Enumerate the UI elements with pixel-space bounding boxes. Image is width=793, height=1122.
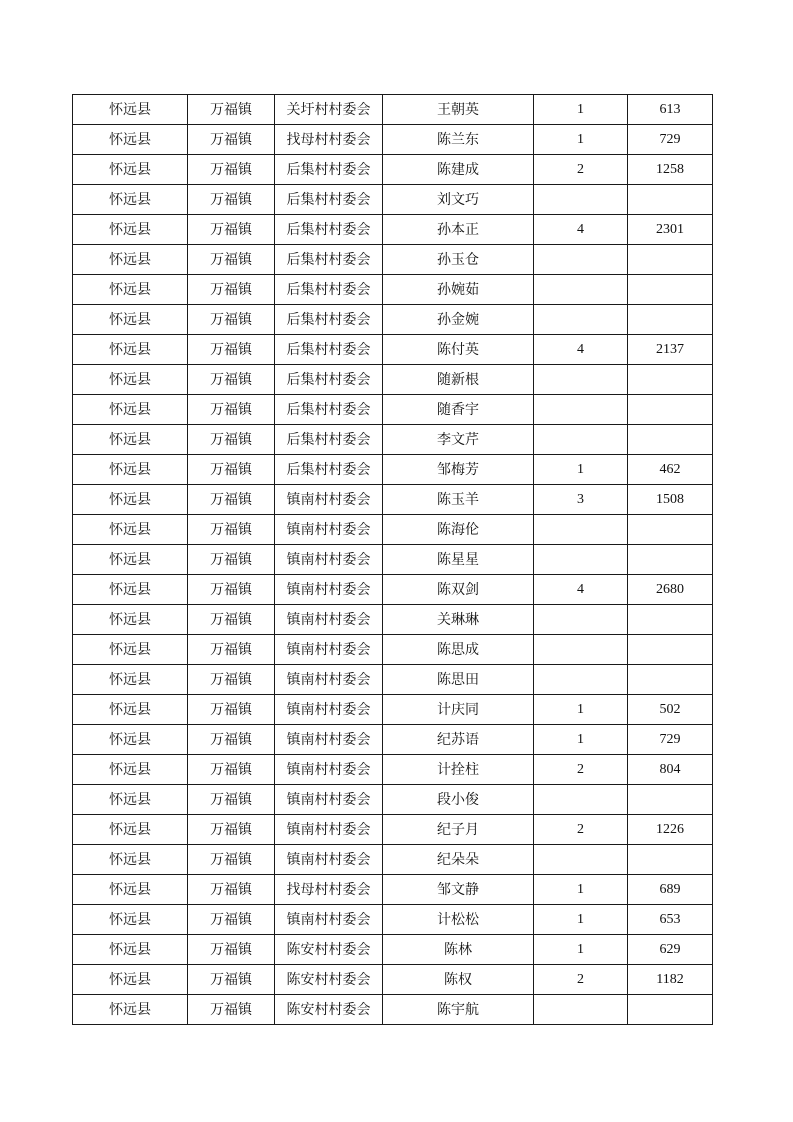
county-cell: 怀远县 [73, 245, 188, 275]
count-cell [534, 425, 628, 455]
name-cell: 计松松 [383, 905, 534, 935]
village-committee-cell: 后集村村委会 [275, 395, 383, 425]
table-row [73, 155, 713, 185]
name-cell: 随香宇 [383, 395, 534, 425]
count-cell: 1 [534, 125, 628, 155]
name-cell: 随新根 [383, 365, 534, 395]
village-committee-cell: 陈安村村委会 [275, 995, 383, 1025]
town-cell: 万福镇 [188, 215, 275, 245]
amount-cell: 1226 [628, 815, 713, 845]
county-cell: 怀远县 [73, 905, 188, 935]
town-cell: 万福镇 [188, 725, 275, 755]
amount-cell [628, 245, 713, 275]
name-cell: 纪苏语 [383, 725, 534, 755]
village-committee-cell: 后集村村委会 [275, 425, 383, 455]
village-committee-cell: 镇南村村委会 [275, 785, 383, 815]
roster-table-body [73, 95, 713, 1025]
count-cell: 1 [534, 455, 628, 485]
table-row [73, 185, 713, 215]
name-cell: 邹梅芳 [383, 455, 534, 485]
count-cell: 2 [534, 815, 628, 845]
town-cell: 万福镇 [188, 455, 275, 485]
table-row [73, 905, 713, 935]
town-cell: 万福镇 [188, 575, 275, 605]
name-cell: 王朝英 [383, 95, 534, 125]
village-committee-cell: 找母村村委会 [275, 125, 383, 155]
count-cell [534, 395, 628, 425]
town-cell: 万福镇 [188, 905, 275, 935]
count-cell: 3 [534, 485, 628, 515]
table-row [73, 515, 713, 545]
county-cell: 怀远县 [73, 755, 188, 785]
amount-cell [628, 665, 713, 695]
town-cell: 万福镇 [188, 935, 275, 965]
amount-cell [628, 305, 713, 335]
amount-cell: 502 [628, 695, 713, 725]
amount-cell [628, 605, 713, 635]
village-committee-cell: 镇南村村委会 [275, 515, 383, 545]
village-committee-cell: 陈安村村委会 [275, 935, 383, 965]
count-cell: 4 [534, 215, 628, 245]
village-committee-cell: 后集村村委会 [275, 455, 383, 485]
table-row [73, 665, 713, 695]
table-row [73, 845, 713, 875]
count-cell: 4 [534, 575, 628, 605]
name-cell: 计拴柱 [383, 755, 534, 785]
table-row [73, 785, 713, 815]
amount-cell: 613 [628, 95, 713, 125]
table-row [73, 545, 713, 575]
town-cell: 万福镇 [188, 965, 275, 995]
village-committee-cell: 镇南村村委会 [275, 755, 383, 785]
village-committee-cell: 后集村村委会 [275, 245, 383, 275]
county-cell: 怀远县 [73, 875, 188, 905]
count-cell [534, 275, 628, 305]
county-cell: 怀远县 [73, 215, 188, 245]
table-row [73, 575, 713, 605]
county-cell: 怀远县 [73, 695, 188, 725]
county-cell: 怀远县 [73, 545, 188, 575]
name-cell: 陈思成 [383, 635, 534, 665]
amount-cell: 1508 [628, 485, 713, 515]
county-cell: 怀远县 [73, 815, 188, 845]
name-cell: 纪子月 [383, 815, 534, 845]
table-row [73, 305, 713, 335]
table-row [73, 695, 713, 725]
amount-cell: 689 [628, 875, 713, 905]
town-cell: 万福镇 [188, 305, 275, 335]
amount-cell: 2301 [628, 215, 713, 245]
town-cell: 万福镇 [188, 95, 275, 125]
amount-cell: 629 [628, 935, 713, 965]
amount-cell: 653 [628, 905, 713, 935]
name-cell: 陈付英 [383, 335, 534, 365]
county-cell: 怀远县 [73, 395, 188, 425]
county-cell: 怀远县 [73, 335, 188, 365]
table-row [73, 125, 713, 155]
village-committee-cell: 找母村村委会 [275, 875, 383, 905]
county-cell: 怀远县 [73, 605, 188, 635]
village-committee-cell: 后集村村委会 [275, 335, 383, 365]
town-cell: 万福镇 [188, 245, 275, 275]
count-cell [534, 785, 628, 815]
amount-cell [628, 185, 713, 215]
table-row [73, 485, 713, 515]
town-cell: 万福镇 [188, 335, 275, 365]
count-cell: 2 [534, 155, 628, 185]
county-cell: 怀远县 [73, 305, 188, 335]
county-cell: 怀远县 [73, 995, 188, 1025]
village-committee-cell: 镇南村村委会 [275, 815, 383, 845]
count-cell: 1 [534, 875, 628, 905]
amount-cell [628, 995, 713, 1025]
name-cell: 李文芹 [383, 425, 534, 455]
name-cell: 陈海伦 [383, 515, 534, 545]
count-cell [534, 545, 628, 575]
county-cell: 怀远县 [73, 845, 188, 875]
count-cell: 1 [534, 725, 628, 755]
name-cell: 关琳琳 [383, 605, 534, 635]
count-cell: 2 [534, 965, 628, 995]
count-cell [534, 365, 628, 395]
amount-cell: 462 [628, 455, 713, 485]
village-committee-cell: 镇南村村委会 [275, 695, 383, 725]
village-committee-cell: 后集村村委会 [275, 305, 383, 335]
count-cell [534, 515, 628, 545]
count-cell [534, 995, 628, 1025]
amount-cell [628, 545, 713, 575]
amount-cell: 2680 [628, 575, 713, 605]
name-cell: 陈星星 [383, 545, 534, 575]
town-cell: 万福镇 [188, 755, 275, 785]
count-cell [534, 665, 628, 695]
town-cell: 万福镇 [188, 185, 275, 215]
county-cell: 怀远县 [73, 95, 188, 125]
name-cell: 邹文静 [383, 875, 534, 905]
amount-cell [628, 395, 713, 425]
table-row [73, 755, 713, 785]
name-cell: 计庆同 [383, 695, 534, 725]
county-cell: 怀远县 [73, 365, 188, 395]
table-row [73, 815, 713, 845]
town-cell: 万福镇 [188, 275, 275, 305]
count-cell [534, 605, 628, 635]
town-cell: 万福镇 [188, 635, 275, 665]
town-cell: 万福镇 [188, 995, 275, 1025]
table-row [73, 935, 713, 965]
county-cell: 怀远县 [73, 725, 188, 755]
town-cell: 万福镇 [188, 665, 275, 695]
village-committee-cell: 镇南村村委会 [275, 725, 383, 755]
name-cell: 纪朵朵 [383, 845, 534, 875]
county-cell: 怀远县 [73, 965, 188, 995]
village-committee-cell: 镇南村村委会 [275, 845, 383, 875]
count-cell: 1 [534, 935, 628, 965]
table-row [73, 425, 713, 455]
count-cell: 1 [534, 695, 628, 725]
town-cell: 万福镇 [188, 485, 275, 515]
amount-cell [628, 425, 713, 455]
count-cell [534, 305, 628, 335]
amount-cell: 729 [628, 125, 713, 155]
town-cell: 万福镇 [188, 875, 275, 905]
village-committee-cell: 后集村村委会 [275, 275, 383, 305]
amount-cell [628, 365, 713, 395]
count-cell: 1 [534, 95, 628, 125]
village-committee-cell: 镇南村村委会 [275, 905, 383, 935]
name-cell: 陈权 [383, 965, 534, 995]
name-cell: 孙金婉 [383, 305, 534, 335]
name-cell: 陈林 [383, 935, 534, 965]
amount-cell [628, 785, 713, 815]
town-cell: 万福镇 [188, 695, 275, 725]
village-committee-cell: 陈安村村委会 [275, 965, 383, 995]
county-cell: 怀远县 [73, 665, 188, 695]
name-cell: 段小俊 [383, 785, 534, 815]
count-cell: 1 [534, 905, 628, 935]
village-committee-cell: 镇南村村委会 [275, 575, 383, 605]
count-cell [534, 845, 628, 875]
county-cell: 怀远县 [73, 635, 188, 665]
name-cell: 刘文巧 [383, 185, 534, 215]
town-cell: 万福镇 [188, 515, 275, 545]
town-cell: 万福镇 [188, 125, 275, 155]
name-cell: 陈思田 [383, 665, 534, 695]
town-cell: 万福镇 [188, 395, 275, 425]
roster-table [72, 94, 713, 1025]
name-cell: 孙本正 [383, 215, 534, 245]
table-row [73, 875, 713, 905]
county-cell: 怀远县 [73, 185, 188, 215]
name-cell: 陈建成 [383, 155, 534, 185]
count-cell: 4 [534, 335, 628, 365]
amount-cell [628, 275, 713, 305]
name-cell: 孙婉茹 [383, 275, 534, 305]
county-cell: 怀远县 [73, 575, 188, 605]
name-cell: 陈宇航 [383, 995, 534, 1025]
amount-cell: 2137 [628, 335, 713, 365]
amount-cell: 804 [628, 755, 713, 785]
village-committee-cell: 后集村村委会 [275, 185, 383, 215]
amount-cell [628, 635, 713, 665]
name-cell: 孙玉仓 [383, 245, 534, 275]
village-committee-cell: 后集村村委会 [275, 155, 383, 185]
village-committee-cell: 后集村村委会 [275, 365, 383, 395]
table-row [73, 605, 713, 635]
amount-cell: 1182 [628, 965, 713, 995]
town-cell: 万福镇 [188, 545, 275, 575]
table-row [73, 215, 713, 245]
town-cell: 万福镇 [188, 365, 275, 395]
count-cell [534, 245, 628, 275]
village-committee-cell: 镇南村村委会 [275, 665, 383, 695]
county-cell: 怀远县 [73, 515, 188, 545]
count-cell [534, 185, 628, 215]
town-cell: 万福镇 [188, 425, 275, 455]
village-committee-cell: 后集村村委会 [275, 215, 383, 245]
table-row [73, 455, 713, 485]
table-row [73, 335, 713, 365]
village-committee-cell: 镇南村村委会 [275, 635, 383, 665]
county-cell: 怀远县 [73, 155, 188, 185]
table-row [73, 635, 713, 665]
count-cell: 2 [534, 755, 628, 785]
table-row [73, 275, 713, 305]
county-cell: 怀远县 [73, 455, 188, 485]
village-committee-cell: 镇南村村委会 [275, 485, 383, 515]
name-cell: 陈兰东 [383, 125, 534, 155]
amount-cell: 1258 [628, 155, 713, 185]
county-cell: 怀远县 [73, 425, 188, 455]
table-row [73, 365, 713, 395]
village-committee-cell: 关圩村村委会 [275, 95, 383, 125]
table-row [73, 95, 713, 125]
village-committee-cell: 镇南村村委会 [275, 605, 383, 635]
town-cell: 万福镇 [188, 785, 275, 815]
amount-cell [628, 515, 713, 545]
table-row [73, 725, 713, 755]
county-cell: 怀远县 [73, 125, 188, 155]
name-cell: 陈玉羊 [383, 485, 534, 515]
town-cell: 万福镇 [188, 845, 275, 875]
table-row [73, 395, 713, 425]
count-cell [534, 635, 628, 665]
name-cell: 陈双剑 [383, 575, 534, 605]
table-row [73, 245, 713, 275]
county-cell: 怀远县 [73, 275, 188, 305]
table-row [73, 995, 713, 1025]
table-row [73, 965, 713, 995]
town-cell: 万福镇 [188, 605, 275, 635]
county-cell: 怀远县 [73, 935, 188, 965]
village-committee-cell: 镇南村村委会 [275, 545, 383, 575]
town-cell: 万福镇 [188, 815, 275, 845]
amount-cell: 729 [628, 725, 713, 755]
county-cell: 怀远县 [73, 485, 188, 515]
county-cell: 怀远县 [73, 785, 188, 815]
amount-cell [628, 845, 713, 875]
town-cell: 万福镇 [188, 155, 275, 185]
